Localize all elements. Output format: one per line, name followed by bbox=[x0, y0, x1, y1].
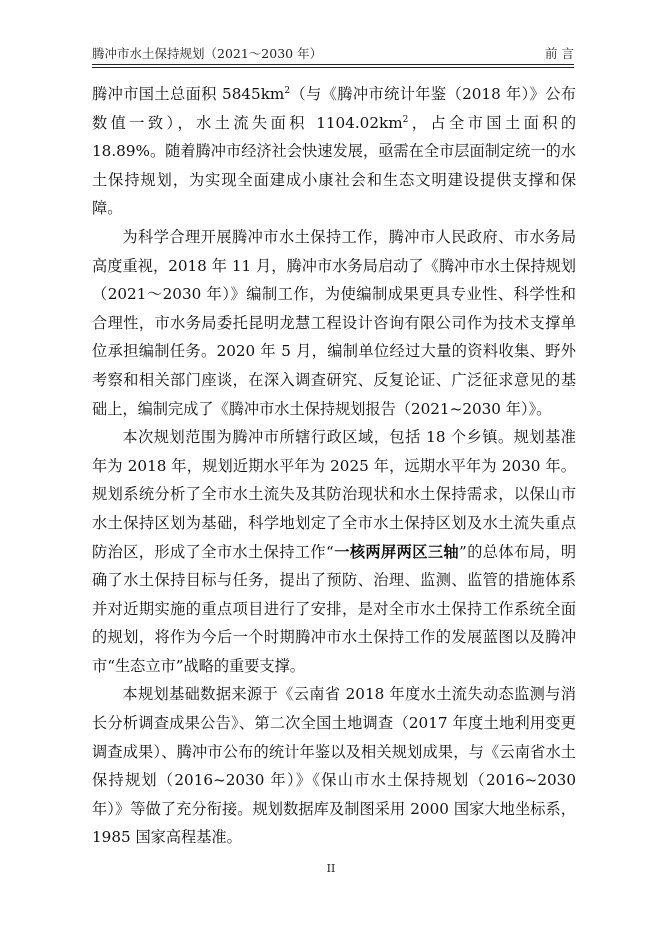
paragraph-data-sources: 本规划基础数据来源于《云南省 2018 年度水土流失动态监测与消长分析调查成果公告》、第二次全国土地调查（2017 年度土地利用变更调查成果）、腾冲市公布的统计年鉴以及相关规划成果，与《云南省水土保持规划（2016~2030 年）》《保山市水土保持规划（2016~2030 年）》等做了充分衔接。规划数据库及制图采用 2000 国家大地坐标系，1985 国家高程基准。 bbox=[92, 685, 576, 847]
paragraph-scope bbox=[92, 423, 576, 680]
header-rule-thin bbox=[92, 67, 574, 68]
page-header bbox=[92, 44, 574, 64]
layout-keyword: 一核两屏两区三轴 bbox=[333, 542, 460, 561]
area-text-a: 腾冲市国土总面积 5845km bbox=[92, 85, 285, 103]
area-text-c: ，占全市国土面积的 18.89%。随着腾冲市经济社会快速发展，亟需在全市层面制定统一的水土保持规划，为实现全面建成小康社会和生态文明建设提供支撑和保障。 bbox=[92, 113, 577, 218]
scope-text-a: 本次规划范围为腾冲市所辖行政区域，包括 18 个乡镇。规划基准年为 2018 年，规划近期水平年为 2025 年，远期水平年为 2030 年。规划系统分析了全市水土流失及其防治现状和水土保持需求，以保山市水土保持区划为基础，科学地划定了全市水土保持区划及水土流失重点防治区，形成了全市水土保持工作“ bbox=[92, 428, 576, 561]
area-unit-superscript: 2 bbox=[284, 85, 291, 96]
header-section-title: 前 言 bbox=[545, 46, 574, 61]
paragraph-continued bbox=[92, 80, 576, 223]
paragraph-compilation: 为科学合理开展腾冲市水土保持工作，腾冲市人民政府、市水务局高度重视，2018 年 11 月，腾冲市水务局启动了《腾冲市水土保持规划（2021～2030 年）》编制工作，为使编制成果更具专业性、科学性和合理性，市水务局委托昆明龙慧工程设计咨询有限公司作为技术支撑单位承担编制任务。2020 年 5 月，编制单位经过大量的资料收集、野外考察和相关部门座谈，在深入调查研究、反复论证、广泛征求意见的基础上，编制完成了《腾冲市水土保持规划报告（2021~2030 年）》。 bbox=[92, 227, 576, 418]
scope-text-b: ”的总体布局，明确了水土保持目标与任务，提出了预防、治理、监测、监管的措施体系并对近期实施的重点项目进行了安排，是对全市水土保持工作系统全面的规划，将作为今后一个时期腾冲市水土保持工作的发展蓝图以及腾冲市“生态立市”战略的重要支撑。 bbox=[92, 542, 577, 675]
header-rule-thick bbox=[92, 64, 574, 65]
erosion-unit-superscript: 2 bbox=[402, 114, 409, 125]
area-text-b: （与《腾冲市统计年鉴（2018 年）》公布数值一致），水土流失面积 1104.02km bbox=[92, 85, 576, 132]
body-text bbox=[92, 80, 576, 852]
header-document-title: 腾冲市水土保持规划（2021～2030 年） bbox=[92, 46, 323, 61]
page-number: II bbox=[326, 862, 336, 875]
